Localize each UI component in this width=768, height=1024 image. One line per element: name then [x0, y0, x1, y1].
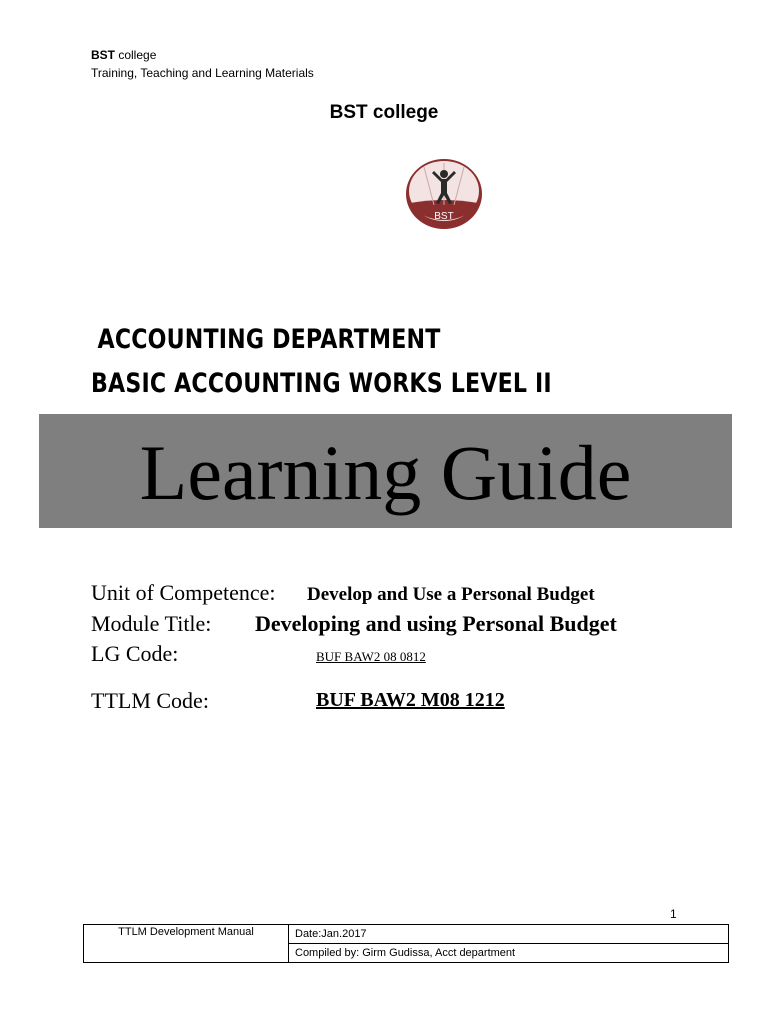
ttlm-code-label: TTLM Code: — [91, 688, 209, 713]
title-banner — [39, 414, 732, 528]
department-line1: ACCOUNTING DEPARTMENT — [97, 324, 441, 355]
college-heading: BST college — [329, 102, 439, 123]
header-college-name: BST — [91, 48, 115, 62]
ttlm-code-value: BUF BAW2 M08 1212 — [316, 689, 505, 711]
footer-table — [83, 924, 729, 963]
footer-date-cell: Date:Jan.2017 — [289, 925, 729, 944]
footer-manual-cell: TTLM Development Manual — [84, 925, 289, 963]
bst-college-logo — [404, 157, 484, 231]
module-value: Developing and using Personal Budget — [255, 611, 617, 636]
footer-compiled-cell: Compiled by: Girm Gudissa, Acct department — [289, 944, 729, 963]
header-college-suffix: college — [115, 48, 157, 62]
unit-value: Develop and Use a Personal Budget — [307, 584, 595, 605]
department-line2: BASIC ACCOUNTING WORKS LEVEL II — [91, 368, 552, 399]
lg-code-value: BUF BAW2 08 0812 — [316, 649, 426, 664]
lg-code-label: LG Code: — [91, 641, 179, 666]
department-heading — [91, 318, 552, 406]
page-header — [91, 46, 314, 82]
footer-row — [84, 925, 729, 944]
header-subtitle: Training, Teaching and Learning Materials — [91, 66, 314, 80]
logo-text: BST — [434, 211, 454, 222]
page-number: 1 — [670, 907, 677, 921]
banner-title: Learning Guide — [139, 429, 632, 516]
header-college-line — [91, 46, 314, 64]
unit-label: Unit of Competence: — [91, 580, 276, 605]
module-label: Module Title: — [91, 611, 212, 636]
